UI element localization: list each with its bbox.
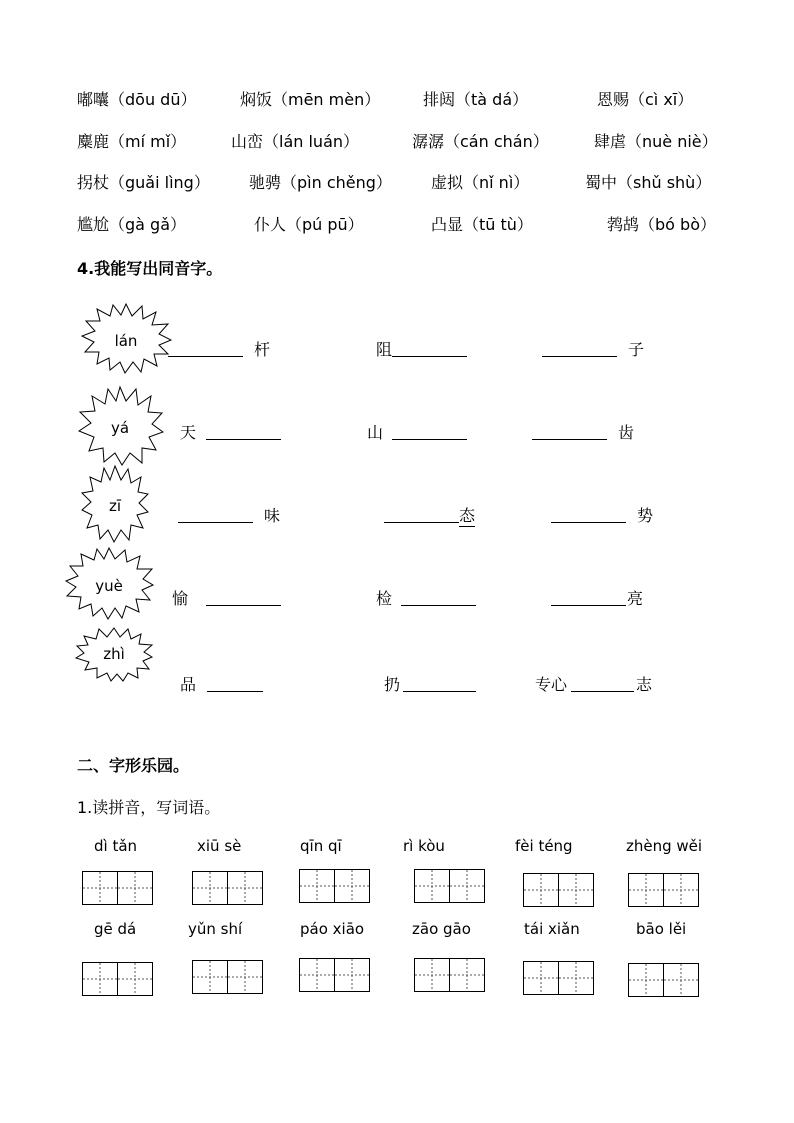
given-char: 愉 [172, 589, 189, 608]
given-char: 检 [376, 589, 393, 608]
vocab-item: 排闼（tà dá） [423, 90, 529, 109]
vocab-item: 拐杖（guǎi lìng） [77, 173, 210, 192]
vocab-item: 凸显（tū tù） [431, 215, 533, 234]
answer-blank[interactable] [532, 423, 607, 440]
pinyin-label: zhì [103, 645, 125, 663]
answer-blank[interactable] [542, 340, 617, 357]
given-char: 杆 [254, 340, 271, 359]
vocab-item: 虚拟（nǐ nì） [431, 173, 530, 192]
starburst-badge [76, 385, 164, 467]
writing-grid[interactable] [414, 958, 486, 992]
answer-blank[interactable] [551, 506, 626, 523]
pinyin-word: zāo gāo [412, 920, 471, 938]
given-char: 子 [628, 340, 645, 359]
writing-grid[interactable] [192, 960, 264, 994]
given-char: 山 [367, 423, 384, 442]
vocab-item: 潺潺（cán chán） [412, 132, 549, 151]
pinyin-label: yuè [95, 577, 123, 595]
answer-blank[interactable] [168, 340, 243, 357]
answer-blank[interactable] [206, 589, 281, 606]
writing-grid[interactable] [414, 869, 486, 903]
pinyin-word: qīn qī [300, 837, 342, 855]
writing-grid[interactable] [523, 961, 595, 995]
vocab-item: 蜀中（shǔ shù） [585, 173, 712, 192]
starburst-badge [80, 464, 150, 544]
pinyin-word: bāo lěi [636, 920, 687, 938]
vocab-item: 驰骋（pìn chěng） [249, 173, 392, 192]
pinyin-word: fèi téng [515, 837, 573, 855]
pinyin-word: zhèng wěi [626, 837, 703, 855]
writing-grid[interactable] [628, 873, 700, 907]
vocab-item: 恩赐（cì xī） [597, 90, 694, 109]
vocab-item: 尴尬（gà gǎ） [77, 215, 187, 234]
writing-grid[interactable] [628, 963, 700, 997]
given-char: 态 [459, 503, 475, 527]
answer-blank[interactable] [551, 589, 626, 606]
writing-grid[interactable] [82, 962, 154, 996]
answer-blank[interactable] [392, 340, 467, 357]
vocab-item: 山峦（lán luán） [231, 132, 360, 151]
answer-blank[interactable] [401, 589, 476, 606]
answer-blank[interactable] [403, 675, 476, 692]
answer-blank[interactable] [384, 506, 459, 523]
section-4-title: 4.我能写出同音字。 [77, 259, 223, 278]
pinyin-word: xiū sè [197, 837, 242, 855]
given-char: 阻 [376, 340, 393, 359]
writing-grid[interactable] [192, 871, 264, 905]
pinyin-label: zī [108, 497, 122, 515]
given-char: 专心 [535, 675, 568, 694]
starburst-badge [80, 302, 172, 374]
pinyin-word: dì tǎn [94, 837, 138, 855]
answer-blank[interactable] [392, 423, 467, 440]
pinyin-word: tái xiǎn [524, 920, 580, 938]
writing-grid[interactable] [523, 873, 595, 907]
vocab-item: 嘟囔（dōu dū） [77, 90, 197, 109]
given-char: 扔 [384, 675, 401, 694]
given-char: 品 [180, 675, 197, 694]
vocab-item: 麋鹿（mí mǐ） [77, 132, 187, 151]
vocab-item: 焖饭（mēn mèn） [240, 90, 381, 109]
writing-grid[interactable] [299, 958, 371, 992]
answer-blank[interactable] [571, 675, 634, 692]
vocab-item: 仆人（pú pū） [254, 215, 364, 234]
given-char: 味 [264, 506, 281, 525]
vocab-item: 鹁鸪（bó bò） [607, 215, 716, 234]
answer-blank[interactable] [207, 675, 263, 692]
section-2-title: 二、字形乐园。 [77, 756, 190, 775]
vocab-item: 肆虐（nuè niè） [594, 132, 718, 151]
starburst-badge [64, 546, 154, 620]
given-char: 势 [637, 506, 654, 525]
pinyin-word: yǔn shí [188, 920, 243, 938]
writing-grid[interactable] [82, 871, 154, 905]
starburst-badge [74, 626, 154, 682]
pinyin-word: páo xiāo [300, 920, 365, 938]
pinyin-word: rì kòu [403, 837, 445, 855]
given-char: 亮 [627, 589, 644, 608]
given-char: 志 [636, 675, 653, 694]
pinyin-word: gē dá [94, 920, 137, 938]
pinyin-label: yá [110, 419, 130, 437]
writing-grid[interactable] [299, 869, 371, 903]
given-char: 天 [180, 423, 197, 442]
pinyin-label: lán [114, 332, 138, 350]
given-char: 齿 [618, 423, 635, 442]
answer-blank[interactable] [206, 423, 281, 440]
answer-blank[interactable] [178, 506, 253, 523]
sub-1-title: 1.读拼音，写词语。 [77, 798, 221, 817]
